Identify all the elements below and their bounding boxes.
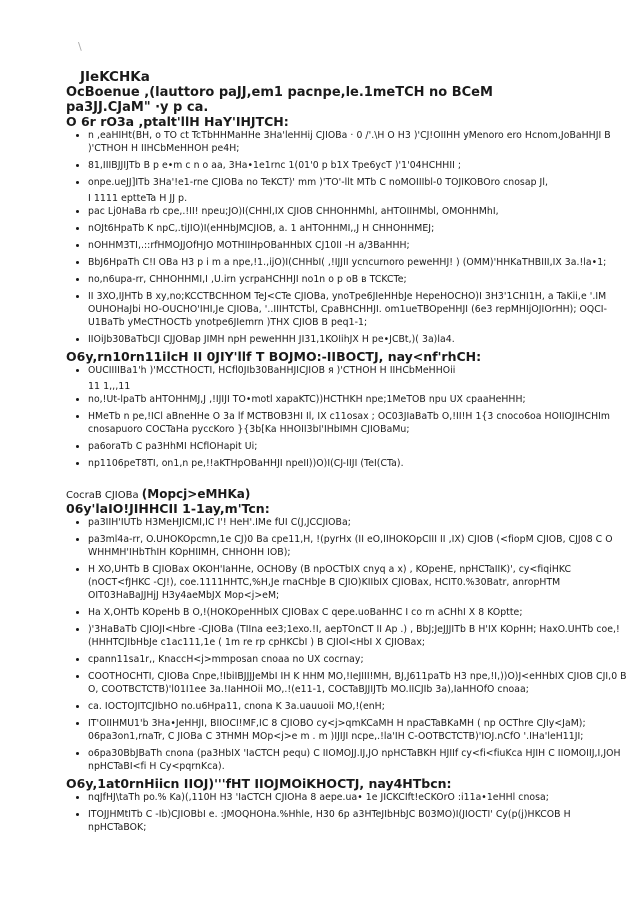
corner-mark: \ bbox=[78, 40, 82, 53]
document-subtitle-line-1: OcBoenue ,(lauttoro paJJ,em1 pacnpe,le.1meTCH no BCeM bbox=[66, 85, 493, 100]
list-item: • H XO,UHTb B CJIOBax OKOH'IaHHe, OCHOBy (B npOCTbIX cnyq a x) , KOpeHE, npHCTaIIK)', cy<fiqiHKC (nOCT<fJHKC -CJ!), coe.1111HHTC,%H,Je rnaCHbJe B CJIO)KIIbIX CJIOBax, HCIT0.%30Batr, anropHTM OIT03HaBaJJHjJ H3y4aeMbJX Mop<j>eM; bbox=[88, 563, 628, 602]
list-item: • pa3IIH'IUTb H3MeHJICMI,IC I'! HeH'.IMe fUI C(J,JCCJIOBa; bbox=[88, 516, 628, 529]
list-item: • ca. IOCTOJITCJIbHO no.u6Hpa11, cnona K 3a.uauuoii MO,!(enH; bbox=[88, 700, 628, 713]
list-item: • Ha X,OHTb KOpeHb B O,!(HOKOpeHHbIX CJIOBax C qepe.uoBaHHC I co rn aCHhI X 8 KOptte; bbox=[88, 606, 628, 619]
section-3-kicker-text: CocraB CJIOBa bbox=[66, 490, 142, 501]
section-2-list bbox=[66, 364, 628, 377]
list-item: • HMeTb n pe,!ICl aBneHHe O 3a lf MCTBOB3HI Il, IX c11osax ; OC03JIaBaTb O,!II!H 1{3 cnoco6oa HOIIOJIHCHIm cnosapuoro COCTaHa pyccKoro }{3b[Ka HHOII3bI'IHbIMH CJIOBaMu; bbox=[88, 410, 628, 436]
list-item: • o6pa30BbJBaTh cnona (pa3HbIX 'IaCTCH pequ) C IIOMOJJ.IJ,JO npHCTaBKH HJIIf cy<fi<fiuKca HJIH C IIOMOIIJ,I,JOH npHCTaBI<fi H Cy<pqrnKca). bbox=[88, 747, 628, 773]
list-item: • ITOJJHMtITb C -Ib)CJIOBbI e. :JMOQHOHa.%Hhle, H30 6p a3HTeJIbHbJC B03MO)I(JIOCTI' Cy(p(j)HKCOB H npHCTaBOK; bbox=[88, 808, 628, 834]
document-title: JIeKCHKa bbox=[80, 69, 150, 85]
section-1-list-continued bbox=[66, 205, 628, 346]
list-item: • nOHHM3TI,.::rfHMOJJOfHJO MOTHIIHpOBaHHbIX CJ10II -H a/3BaHHH; bbox=[88, 239, 628, 252]
list-item: • BbJ6HpaTh C!I OBa H3 p i m a npe,!1.,ijO)I(CHHbI( ,!IJJII ycncurnoro peweHHJ! ) (OMM)'HHKaTHBIII,IX 3a.!la•1; bbox=[88, 256, 628, 269]
list-item: • )'3HaBaTb CJIOJI<Hbre -CJIOBa (TIIna ee3;1exo.!I, aepTOnCT II Ap .) , BbJ;JeJJJITb B H'IX KOpHH; HaxO.UHTb coe,!(HHHTCJIbHbJe c1ac111,1e ( 1m re rp cpHKCbI ) B CJIOl<HbI X CJIOBax; bbox=[88, 623, 628, 649]
document-subtitle-line-2: pa3JJ.CJaM" ·y p ca. bbox=[66, 100, 209, 115]
list-item: • IT'OIIHMU1'b 3Ha•JeHHJI, BIIOCI!MF,IC 8 CJIOBO cy<j>qmKCaMH H npaCTaBKaMH ( np OCThre CJIy<JaM); 06pa3on1,rnaTr, C JIOBa C 3THMH MOp<j>e m . m )IJIJI ncpe,.!la'IH C-OOTBCTCTB)'IOJ.nCfO '.IHa'leH11JI; bbox=[88, 717, 628, 743]
list-item: • n ,eaHIHt(BH, o TO ct TcTbHHMaHHe 3Ha'leHHij CJIOBa · 0 /'.\H O H3 )'CJ!OIIHH yMenoro ero Hcnom,JoBaHHJI B )'CTHOH H IIHCbMeHHOH pe4H; bbox=[88, 129, 628, 155]
list-item: • pa3ml4a-rr, O.UHOKOpcmn,1e CJ)0 Ba cpe11,H, !(pyrHx (II eO,IIHOKOpCIII II ,IX) CJIOB (<fiopM CJIOB, CJJ08 C O WHHMH'IHbThIH KOpHIIMH, CHHOHH IOB); bbox=[88, 533, 628, 559]
list-item: • pac Lj0HaBa rb cpe,.!II! npeu;JO)I(CHHl,IX CJIOB CHHOHHMhl, aHTOIIHMbl, OMOHHMhI, bbox=[88, 205, 628, 218]
overlay-text-line: I 1111 eptteTa H JJ p. bbox=[88, 193, 188, 204]
section-3-heading: 06y'laIO!JIHHCII 1-1ay,m'Tcn: bbox=[66, 501, 270, 516]
section-3-list bbox=[66, 516, 628, 773]
section-4-heading: O6y,1at0rnHiicn IIOJ)'''fHT IIOJMOiKHOCTJ, nay4HTbcn: bbox=[66, 776, 452, 791]
list-item: • pa6oraTb C pa3HhMI HCflOHapit Ui; bbox=[88, 440, 628, 453]
section-1-list bbox=[66, 129, 628, 189]
section-1-heading: O 6r rO3a ,ptalt'llH HaY'IHJTCH: bbox=[66, 114, 289, 129]
list-item: • IIOiJb30BaTbCJI CJJOBap JIMH npH peweHHH JI31,1KOIihJX H pe•JCBt,)( 3a)la4. bbox=[88, 333, 628, 346]
list-item: • 81,IIIBJJIJTb B p e•m c n o aa, 3Ha•1e1rnc 1(01'0 p b1X Tpe6ycT )'1'04HCHHII ; bbox=[88, 159, 628, 172]
section-3-kicker-bold: (Mopcj>eMHKa) bbox=[141, 487, 251, 501]
list-item: • np1106peT8TI, on1,n pe,!!aKTHpOBaHHJI npeII))O)I(CJ-IIJI (TeI(CTa). bbox=[88, 457, 628, 470]
section-4-list bbox=[66, 791, 628, 834]
list-item: • no,!Ut-lpaTb aHTOHHMJ,J ,!IJIJI TO•motl xapaKTC))HCTHKH npe;1MeTOB npu UX cpaaHeHHH; bbox=[88, 393, 628, 406]
overlay-text-line: 11 1,,,11 bbox=[88, 381, 131, 392]
section-3-kicker bbox=[66, 488, 628, 502]
list-item: • onpe.ueJJ]ITb 3Ha'!e1-rne CJIOBa no TeKCT)' mm )'TO'-llt MTb C noMOIIIbl-0 TOJIKOBOro cnosap Jl, bbox=[88, 176, 628, 189]
section-2-list-continued bbox=[66, 393, 628, 470]
section-2-heading: O6y,rn10rn11ilcH II 0JIY'llf T BOJMO:-IIBOCTJ, nay<nf'rhCH: bbox=[66, 349, 482, 364]
list-item: • nOJt6HpaTb K npC,.tiJIO)I(eHHbJMCJIOB, a. 1 aHTOHHMI,,J H CHHOHHMEJ; bbox=[88, 222, 628, 235]
list-item: • OUCIIIIBa1'h )'MCCTHOCTI, HCfl0JIb30BaHHJICJIOB я )'CTHOH H IIHCbMeHHOii bbox=[88, 364, 628, 377]
list-item: • cpann11sa1r,, KnaccH<j>mmposan cnoaa no UX cocrnay; bbox=[88, 653, 628, 666]
list-item: • no,n6upa-rr, CHHOHHMI,I ,U.irn ycrpaHCHHJI no1n o p oB в TCKCTe; bbox=[88, 273, 628, 286]
list-item: • nqJfHJ\taTh po.% Ka)(,110H H3 'IaCTCH CJIOHa 8 aepe.ua• 1e JICKCIft!eCKOrO :i11a•1eHHl cnosa; bbox=[88, 791, 628, 804]
list-item: • COOTHOCHTI, CJIOBa Cnpe,!IbiIBJJJJeMbI IH K HHM MO,!IeJIII!MH, BJ,J611paTb H3 npe,!I,))O)J<eHHbIX CJIOB CJI,0 B O, COOTBCTCTB)'l01I1ee 3a.!IaHHOii MO,.!(e11-1, COCTaBJJIJTb MO.IICJIb 3a),IaHHOfO cnoaa; bbox=[88, 670, 628, 696]
document-page bbox=[66, 70, 628, 838]
list-item: • II 3XO,IJHTb B xy,no;KCCTBCHHOM TeJ<CTe CJIOBa, ynoTpe6JIeHHbJe HepeHOCHO)I 3H3'1CHI1H, a TaKii,e '.IM OUHOHaJbi HO-OUCHO'IHI,Je CJIOBa, '..IIIHTCTbl, CpaBHCHHJI. om1ueTBOpeHHJI (6e3 repMHIjOJIOrHH); OQCI-U1BaTb yMeCTHOCTb ynotpe6JIemrn )THX CJIOB B peq1-1; bbox=[88, 290, 628, 329]
